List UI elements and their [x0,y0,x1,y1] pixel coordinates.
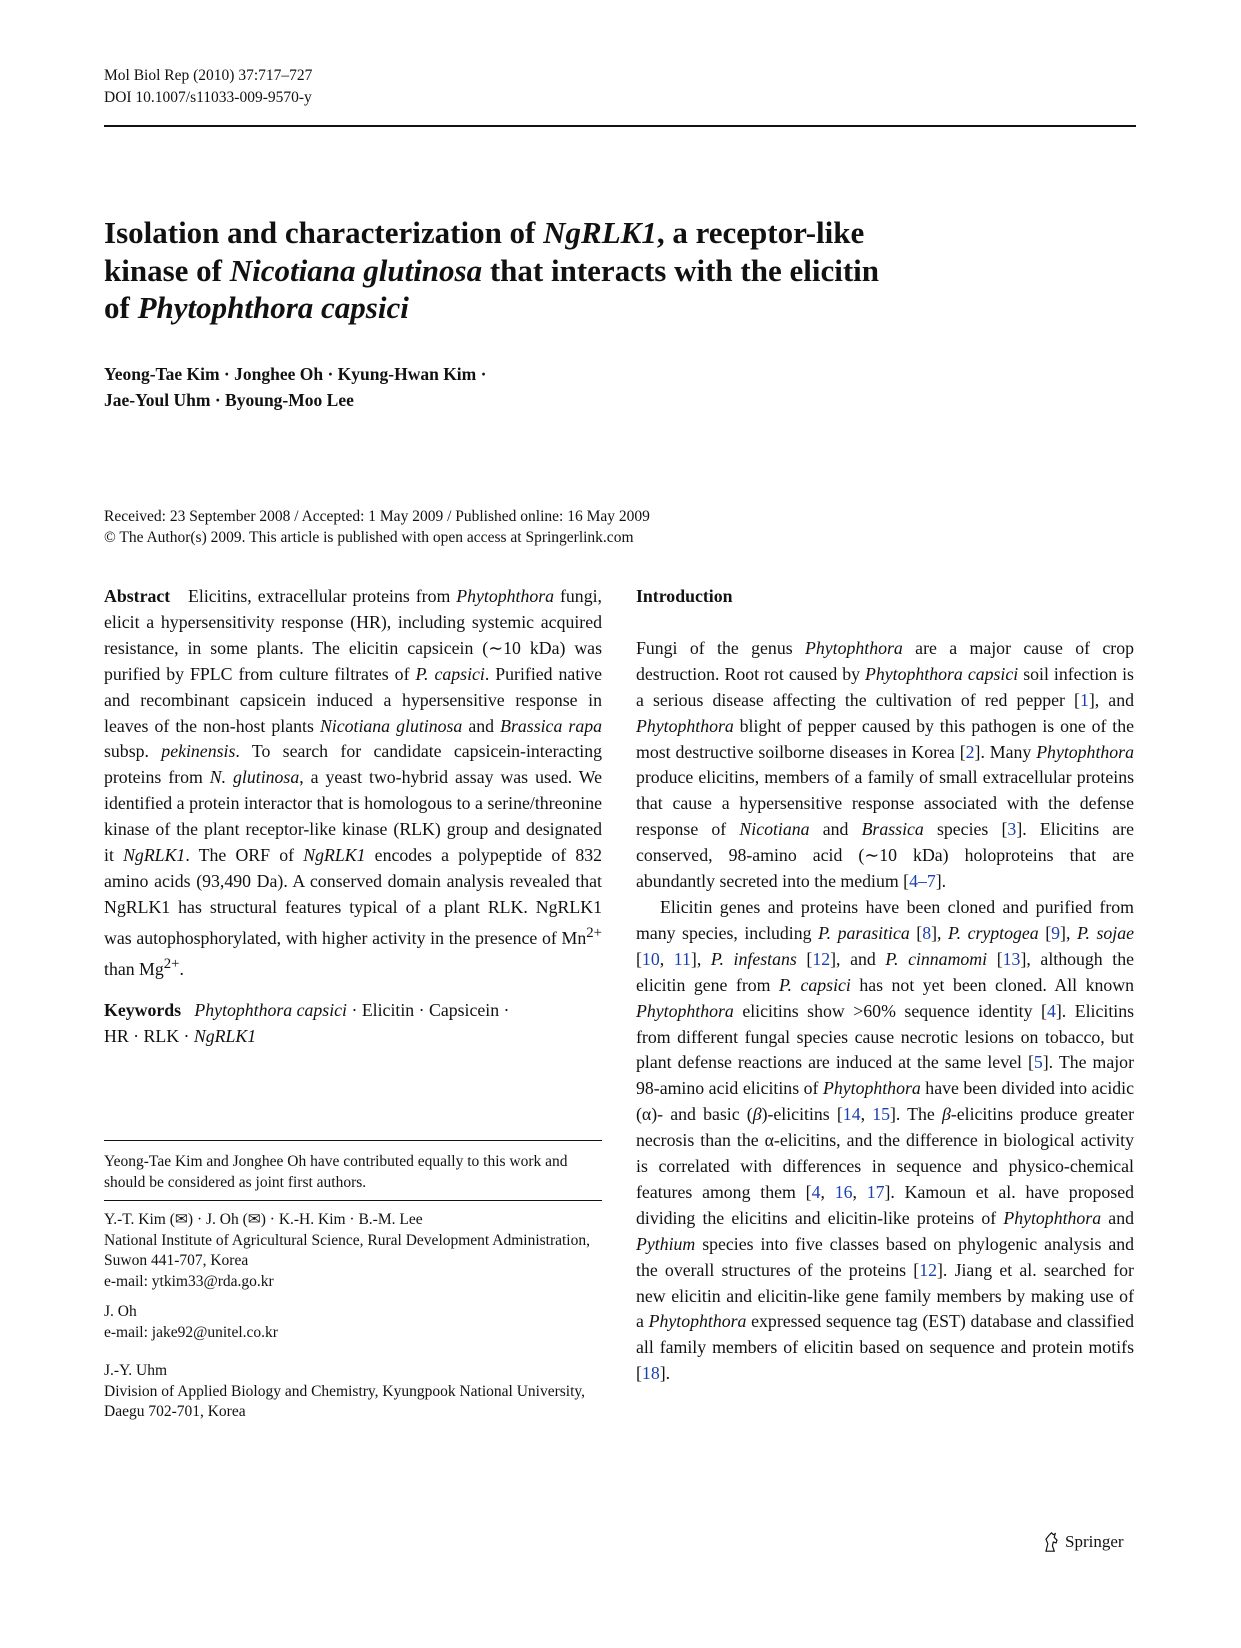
header-rule [104,125,1136,127]
abstract-label: Abstract [104,586,171,606]
envelope-icon: ✉ [174,1211,188,1228]
affiliation-3-name: J.-Y. Uhm [104,1362,168,1379]
citation-link[interactable]: 11 [673,948,691,969]
footnote-rule [104,1140,602,1141]
citation-link[interactable]: 9 [1051,922,1061,943]
journal-header [104,65,312,109]
paper-title: Isolation and characterization of NgRLK1, a receptor-like kinase of Nicotiana glutinosa that interacts with the elicitin of Phytophthora capsici [104,215,880,325]
citation-link[interactable]: 2 [965,741,975,762]
abstract: Abstract Elicitins, extracellular proteins from Phytophthora fungi, elicit a hypersensitivity response (HR), including systemic acquired resistance, in some plants. The elicitin capsicein (∼10 kDa) was purified by FPLC from culture filtrates of P. capsici. Purified native and recombinant capsicein induced a hypersensitive response in leaves of the non-host plants Nicotiana glutinosa and Brassica rapa subsp. pekinensis. To search for candidate capsicein-interacting proteins from N. glutinosa, a yeast two-hybrid assay was used. We identified a protein interactor that is homologous to a serine/threonine kinase of the plant receptor-like kinase (RLK) group and designated it NgRLK1. The ORF of NgRLK1 encodes a polypeptide of 832 amino acids (93,490 Da). A conserved domain analysis revealed that NgRLK1 has structural features typical of a plant RLK. NgRLK1 was autophosphorylated, with higher activity in the presence of $Mn^{2+}$ than $Mg^{2+}$. [104,586,603,979]
citation-link[interactable]: 4 [1046,1000,1056,1021]
envelope-icon: ✉ [247,1211,261,1228]
citation-link[interactable]: 15 [872,1104,890,1125]
citation-link[interactable]: 14 [842,1104,861,1125]
affiliation-2-name: J. Oh [104,1303,137,1320]
introduction-heading: Introduction [636,586,733,606]
authors-line-1: Yeong-Tae Kim · Jonghee Oh · Kyung-Hwan Kim · [104,364,487,384]
right-column [636,584,1134,1387]
authors-line-2: Jae-Youl Uhm · Byoung-Moo Lee [104,390,354,410]
affiliation-2-email: e-mail: jake92@unitel.co.kr [104,1323,278,1341]
citation-link[interactable]: 10 [641,948,660,969]
citation-link[interactable]: 4–7 [909,871,936,892]
citation-link[interactable]: 1 [1079,689,1089,710]
citation-link[interactable]: 16 [834,1181,853,1202]
dates-line: Received: 23 September 2008 / Accepted: 1 May 2009 / Published online: 16 May 2009 [104,508,650,525]
author-list [104,361,486,413]
affiliation-rule [104,1200,602,1201]
affiliation-1-email: e-mail: ytkim33@rda.go.kr [104,1272,274,1290]
joint-authorship-note: Yeong-Tae Kim and Jonghee Oh have contributed equally to this work and should be considered as joint first authors. [104,1153,568,1191]
citation-link[interactable]: 4 [811,1181,821,1202]
affiliation-1-institution: National Institute of Agricultural Science, Rural Development Administration, Suwon 441-707, Korea [104,1231,590,1269]
citation-link[interactable]: 17 [866,1181,885,1202]
citation-link[interactable]: 5 [1033,1052,1043,1073]
citation-link[interactable]: 13 [1002,948,1021,969]
affiliations [104,1210,602,1423]
keywords-label: Keywords [104,1000,182,1021]
citation-link[interactable]: 12 [812,948,831,969]
introduction-paragraph-2: Elicitin genes and proteins have been cloned and purified from many species, including P. parasitica [8], P. cryptogea [9], P. sojae [10, 11], P. infestans [12], and P. cinnamomi [13], although the elicitin gene from P. capsici has not yet been cloned. All known Phytophthora elicitins show >60% sequence identity [4]. Elicitins from different fungal species cause necrotic lesions on tobacco, but plant defense reactions are induced at the same level [5]. The major 98-amino acid elicitins of Phytophthora have been divided into acidic (α)- and basic (β)-elicitins [14, 15]. The β-elicitins produce greater necrosis than the α-elicitins, and the difference in biological activity is correlated with differences in sequence and physico-chemical features among them [4, 16, 17]. Kamoun et al. have proposed dividing the elicitins and elicitin-like proteins of Phytophthora and Pythium species into five classes based on phylogenic analysis and the overall structures of the proteins [12]. Jiang et al. searched for new elicitin and elicitin-like gene family members by making use of a Phytophthora expressed sequence tag (EST) database and classified all family members of elicitin based on sequence and protein motifs [18]. [636,896,1135,1384]
copyright-line: © The Author(s) 2009. This article is published with open access at Springerlink.com [104,529,634,546]
publisher-name: Springer [1065,1532,1124,1551]
journal-citation: Mol Biol Rep (2010) 37:717–727 [104,67,313,84]
citation-link[interactable]: 3 [1007,819,1017,840]
affiliation-3-institution: Division of Applied Biology and Chemistry, Kyungpook National University, Daegu 702-701, Korea [104,1382,586,1420]
citation-link[interactable]: 12 [919,1259,937,1280]
left-column [104,584,602,1050]
springer-horse-icon [1042,1531,1061,1553]
citation-link[interactable]: 18 [641,1363,660,1384]
publication-dates [104,506,650,548]
keywords: Keywords Phytophthora capsici · Elicitin · Capsicein · HR · RLK · NgRLK1 [104,1000,510,1047]
affiliation-1-names: Y.-T. Kim (✉) · J. Oh (✉) · K.-H. Kim · B.-M. Lee [104,1211,423,1228]
publisher-logo [1042,1531,1124,1553]
introduction-paragraph-1: Fungi of the genus Phytophthora are a major cause of crop destruction. Root rot caused by Phytophthora capsici soil infection is a serious disease affecting the cultivation of red pepper [1], and Phytophthora blight of pepper caused by this pathogen is one of the most destructive soilborne diseases in Korea [2]. Many Phytophthora produce elicitins, members of a family of small extracellular proteins that cause a hypersensitive response associated with the defense response of Nicotiana and Brassica species [3]. Elicitins are conserved, 98-amino acid (∼10 kDa) holoproteins that are abundantly secreted into the medium [4–7]. [636,637,1135,892]
citation-link[interactable]: 8 [922,922,932,943]
doi: DOI 10.1007/s11033-009-9570-y [104,89,312,106]
